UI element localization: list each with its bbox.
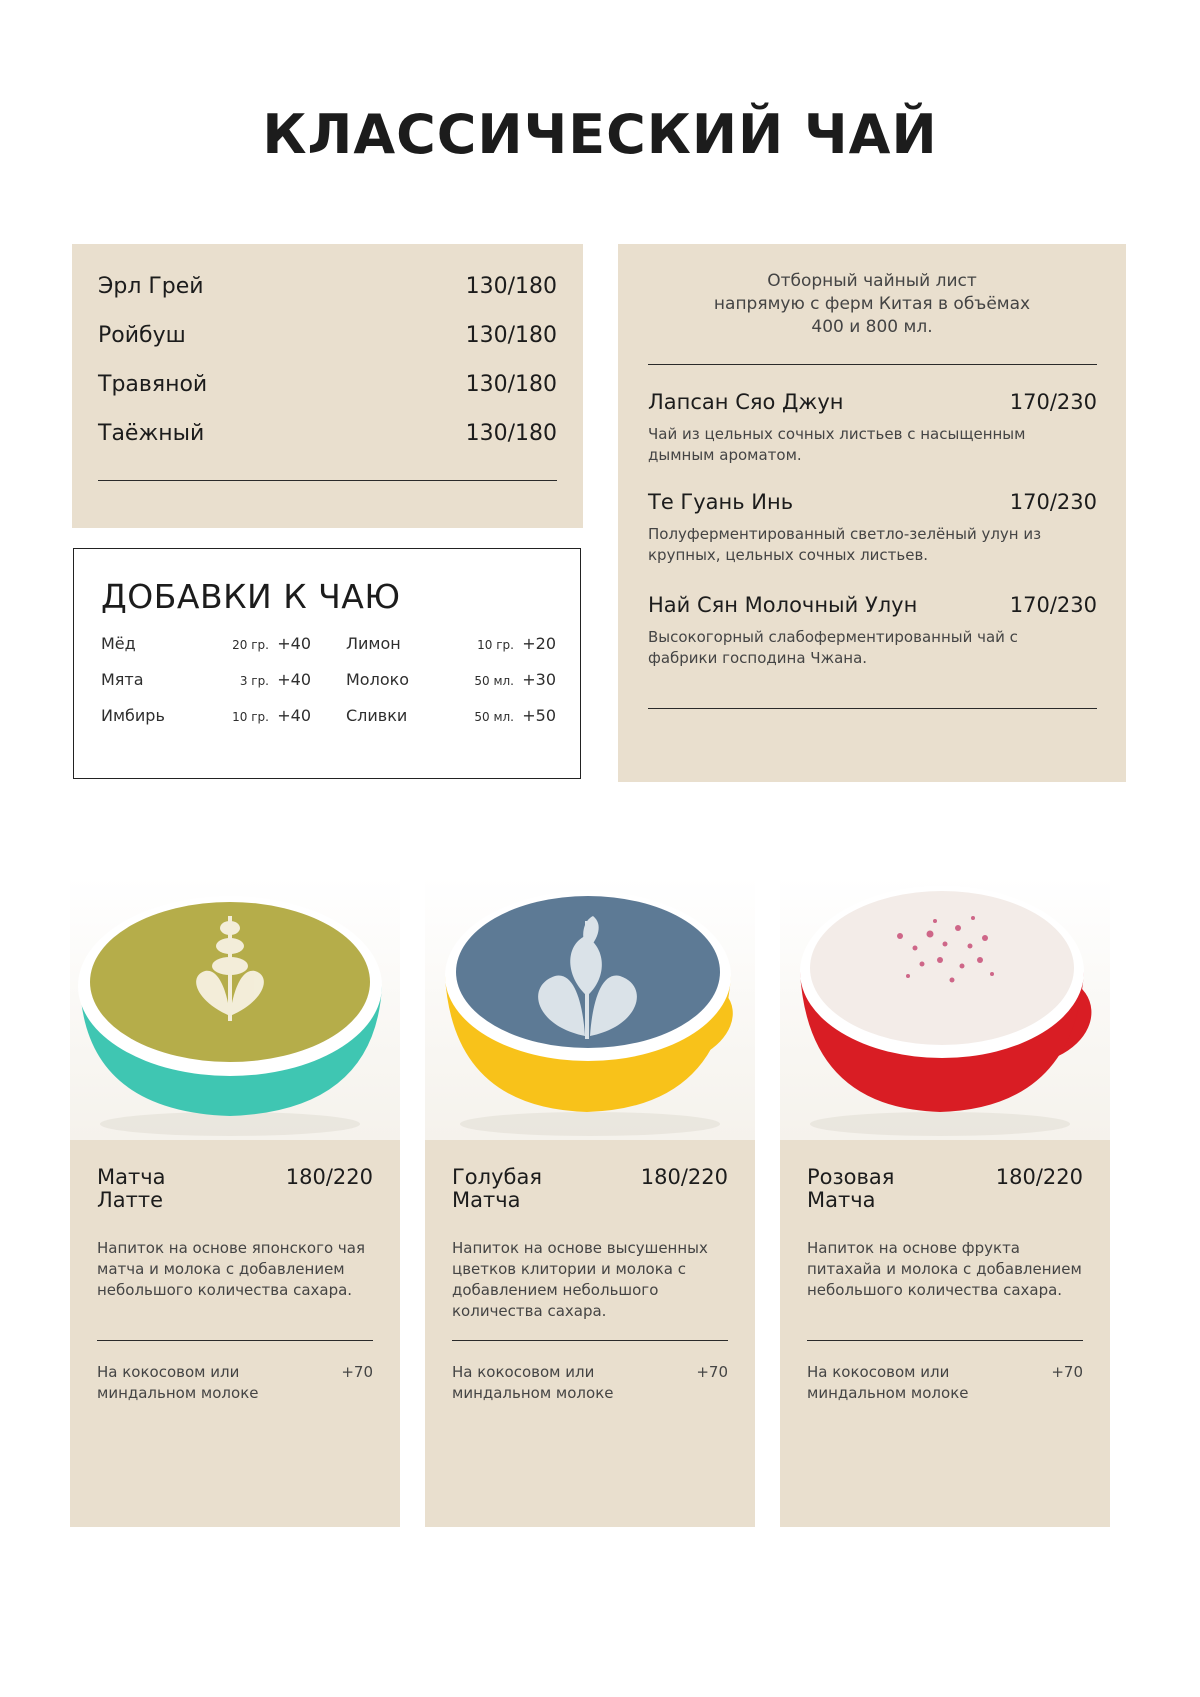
premium-item [648, 390, 1097, 466]
drink-divider [97, 1340, 373, 1341]
tea-price: 130/180 [465, 372, 557, 397]
premium-item-name: Най Сян Молочный Улун [648, 593, 918, 617]
premium-item-price: 170/230 [1009, 490, 1097, 514]
premium-intro-text: Отборный чайный лист напрямую с ферм Китая в объёмах 400 и 800 мл. [713, 271, 1031, 337]
addition-row [346, 670, 556, 706]
additions-column-left [101, 634, 311, 742]
classic-tea-row [98, 274, 557, 323]
cup-icon [425, 876, 755, 1140]
addition-amount: 50 мл. [474, 710, 514, 724]
addition-amount: 10 гр. [232, 710, 269, 724]
classic-tea-row [98, 323, 557, 372]
addition-amount: 50 мл. [474, 674, 514, 688]
addition-amount: 20 гр. [232, 638, 269, 652]
drink-photo [780, 876, 1110, 1140]
drink-extra [807, 1362, 1083, 1404]
tea-price: 130/180 [465, 421, 557, 446]
addition-price: +40 [277, 670, 311, 689]
tea-additions-box [73, 548, 581, 779]
premium-item [648, 593, 1097, 669]
premium-divider-bottom [648, 708, 1097, 709]
addition-row [101, 634, 311, 670]
addition-row [346, 706, 556, 742]
drink-extra [452, 1362, 728, 1404]
addition-row [346, 634, 556, 670]
classic-divider [98, 480, 557, 481]
tea-name: Травяной [98, 372, 208, 397]
premium-item-desc: Чай из цельных сочных листьев с насыщенным дымным ароматом. [648, 425, 1026, 464]
drink-desc: Напиток на основе высушенных цветков клитории и молока с добавлением небольшого количества сахара. [452, 1239, 708, 1320]
drink-name: Розовая Матча [807, 1165, 895, 1212]
addition-row [101, 670, 311, 706]
drink-divider [452, 1340, 728, 1341]
classic-tea-list [98, 274, 557, 470]
drink-price: 180/220 [285, 1165, 373, 1189]
addition-row [101, 706, 311, 742]
addition-name: Молоко [346, 670, 410, 689]
premium-item-price: 170/230 [1009, 593, 1097, 617]
addition-price: +30 [522, 670, 556, 689]
drink-extra-label: На кокосовом или миндальном молоке [807, 1363, 969, 1402]
drink-extra-price: +70 [696, 1363, 728, 1381]
addition-name: Лимон [346, 634, 401, 653]
tea-price: 130/180 [465, 323, 557, 348]
drink-extra-price: +70 [341, 1363, 373, 1381]
cup-icon [780, 876, 1110, 1140]
addition-name: Сливки [346, 706, 408, 725]
drink-card-matcha-latte [70, 876, 400, 1527]
drink-photo [425, 876, 755, 1140]
drink-price: 180/220 [640, 1165, 728, 1189]
drink-info [425, 1140, 755, 1527]
drink-card-blue-matcha [425, 876, 755, 1527]
addition-name: Имбирь [101, 706, 165, 725]
premium-item-name: Те Гуань Инь [648, 490, 794, 514]
drink-divider [807, 1340, 1083, 1341]
drink-price: 180/220 [995, 1165, 1083, 1189]
drink-extra [97, 1362, 373, 1404]
tea-name: Ройбуш [98, 323, 186, 348]
premium-intro [618, 270, 1126, 339]
tea-name: Эрл Грей [98, 274, 204, 299]
premium-item [648, 490, 1097, 566]
addition-price: +20 [522, 634, 556, 653]
addition-name: Мёд [101, 634, 136, 653]
cup-icon [70, 876, 400, 1140]
drink-extra-label: На кокосовом или миндальном молоке [97, 1363, 259, 1402]
additions-title: ДОБАВКИ К ЧАЮ [101, 577, 401, 616]
drink-photo [70, 876, 400, 1140]
premium-item-desc: Полуферментированный светло-зелёный улун из крупных, цельных сочных листьев. [648, 525, 1042, 564]
drink-extra-label: На кокосовом или миндальном молоке [452, 1363, 614, 1402]
addition-price: +40 [277, 634, 311, 653]
addition-amount: 3 гр. [239, 674, 269, 688]
classic-tea-row [98, 421, 557, 470]
premium-item-price: 170/230 [1009, 390, 1097, 414]
drink-name: Матча Латте [97, 1165, 166, 1212]
drink-desc: Напиток на основе фрукта питахайа и молока с добавлением небольшого количества сахара. [807, 1239, 1082, 1299]
addition-price: +50 [522, 706, 556, 725]
drink-name: Голубая Матча [452, 1165, 542, 1212]
page-title: КЛАССИЧЕСКИЙ ЧАЙ [262, 103, 938, 166]
drink-desc: Напиток на основе японского чая матча и молока с добавлением небольшого количества сахара. [97, 1239, 365, 1299]
premium-divider-top [648, 364, 1097, 365]
addition-amount: 10 гр. [477, 638, 514, 652]
premium-tea-panel [618, 244, 1126, 782]
drink-info [780, 1140, 1110, 1527]
drink-surface [810, 891, 1074, 1045]
classic-tea-panel [72, 244, 583, 528]
additions-column-right [346, 634, 556, 742]
tea-name: Таёжный [98, 421, 205, 446]
addition-price: +40 [277, 706, 311, 725]
addition-name: Мята [101, 670, 144, 689]
premium-item-name: Лапсан Сяо Джун [648, 390, 844, 414]
tea-price: 130/180 [465, 274, 557, 299]
drink-info [70, 1140, 400, 1527]
premium-item-desc: Высокогорный слабоферментированный чай с фабрики господина Чжана. [648, 628, 1018, 667]
drink-card-pink-matcha [780, 876, 1110, 1527]
classic-tea-row [98, 372, 557, 421]
drink-extra-price: +70 [1051, 1363, 1083, 1381]
